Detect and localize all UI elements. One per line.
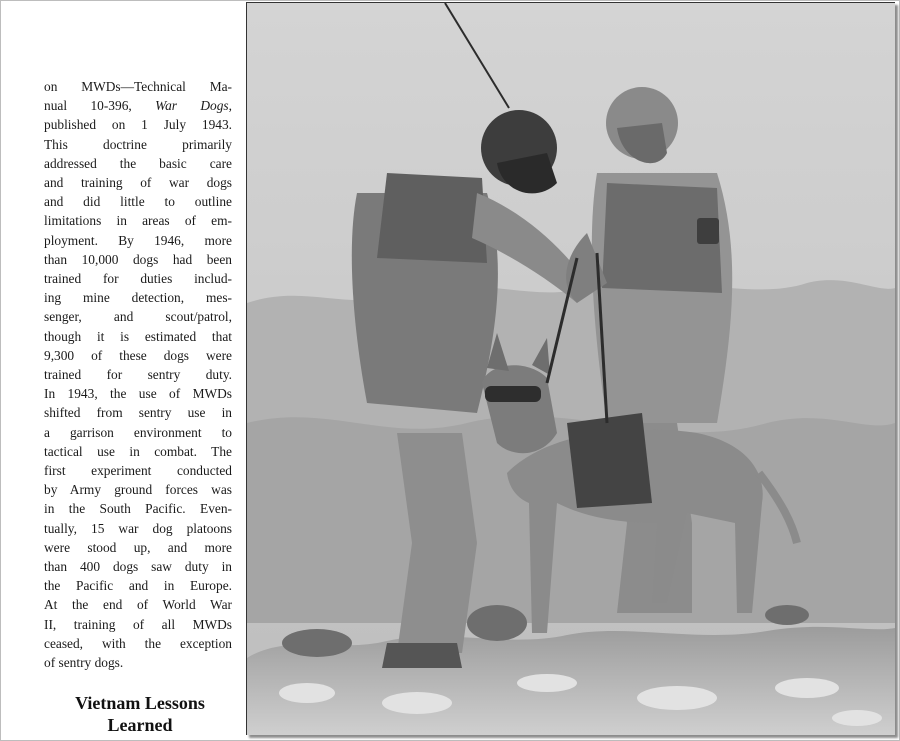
- article-line: than 400 dogs saw duty in: [44, 559, 232, 575]
- article-line: ceased, with the exception: [44, 635, 232, 651]
- soldiers-with-dog-photo: [246, 2, 895, 735]
- article-text-column: [44, 77, 232, 672]
- article-line-suffix: ,: [228, 98, 232, 114]
- article-line: published on 1 July 1943.: [44, 117, 232, 133]
- article-line: though it is estimated that: [44, 328, 232, 344]
- article-line: In 1943, the use of MWDs: [44, 386, 232, 402]
- article-line: tually, 15 war dog platoons: [44, 520, 232, 536]
- section-heading: [40, 692, 240, 736]
- section-heading-line: Learned: [107, 715, 173, 735]
- article-line: were stood up, and more: [44, 539, 232, 555]
- photo-illustration: [247, 3, 895, 735]
- article-line: trained for sentry duty.: [44, 367, 232, 383]
- article-line: ing mine detection, mes-: [44, 290, 232, 306]
- article-line: trained for duties includ-: [44, 271, 232, 287]
- manual-title: War Dogs: [155, 98, 229, 114]
- article-line: limitations in areas of em-: [44, 213, 232, 229]
- article-line: a garrison environment to: [44, 424, 232, 440]
- article-line: This doctrine primarily: [44, 136, 232, 152]
- article-line: II, training of all MWDs: [44, 616, 232, 632]
- article-line: of sentry dogs.: [44, 655, 124, 671]
- article-line: on MWDs—Technical Ma-: [44, 79, 232, 94]
- article-line-prefix: nual 10-396,: [44, 98, 156, 114]
- article-line: first experiment conducted: [44, 463, 232, 479]
- article-line: in the South Pacific. Even-: [44, 501, 232, 517]
- article-line: ployment. By 1946, more: [44, 232, 232, 248]
- article-line: At the end of World War: [44, 597, 232, 613]
- article-line-with-title: [44, 96, 232, 115]
- article-line: than 10,000 dogs had been: [44, 251, 232, 267]
- article-line: tactical use in combat. The: [44, 443, 232, 459]
- article-line: and did little to outline: [44, 194, 232, 210]
- article-line: 9,300 of these dogs were: [44, 347, 232, 363]
- article-line: and training of war dogs: [44, 175, 232, 191]
- article-line: addressed the basic care: [44, 155, 232, 171]
- article-line: by Army ground forces was: [44, 482, 232, 498]
- article-line: shifted from sentry use in: [44, 405, 232, 421]
- article-line: the Pacific and in Europe.: [44, 578, 232, 594]
- section-heading-line: Vietnam Lessons: [75, 693, 205, 713]
- article-line: senger, and scout/patrol,: [44, 309, 232, 325]
